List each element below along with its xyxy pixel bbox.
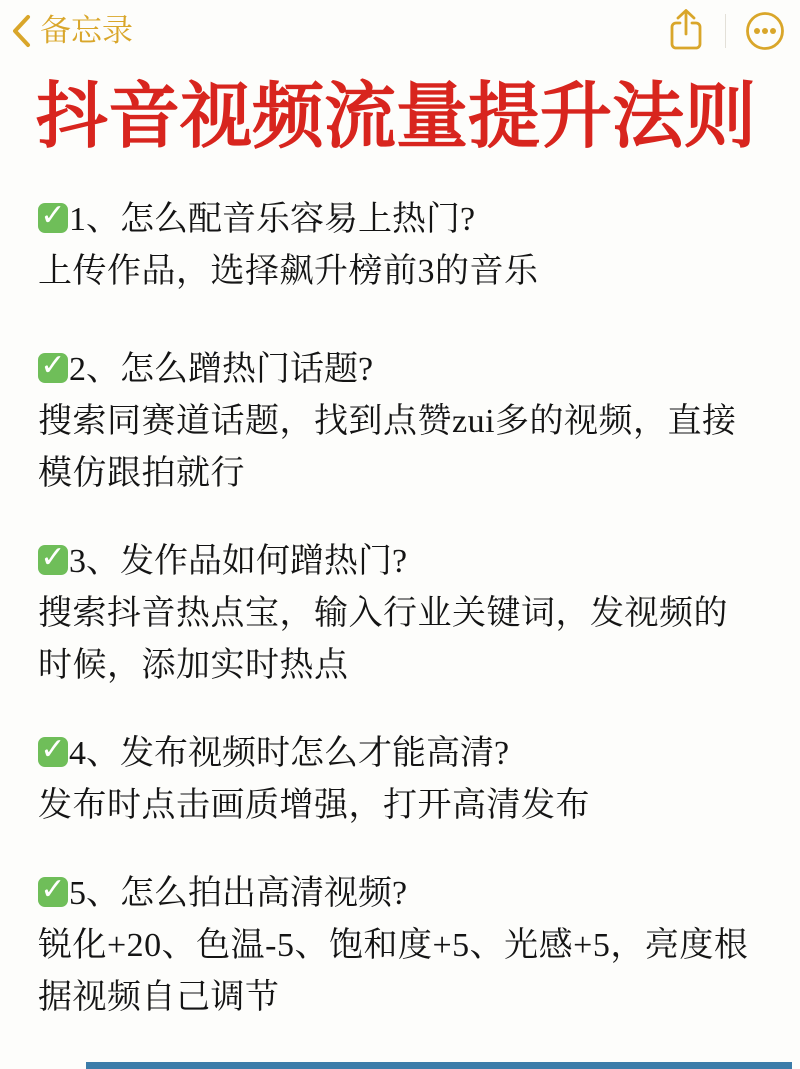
- tip-answer: 上传作品，选择飙升榜前3的音乐: [38, 253, 539, 290]
- tip-answer: 发布时点击画质增强，打开高清发布: [38, 787, 590, 824]
- tip-heading-row: [38, 194, 762, 246]
- check-icon: [38, 198, 68, 233]
- check-icon: [38, 348, 68, 383]
- check-icon: [38, 540, 68, 575]
- tip-question: 5、怎么拍出高清视频?: [69, 875, 408, 912]
- tip-heading-row: [38, 728, 762, 780]
- tip-heading-row: [38, 536, 762, 588]
- back-button[interactable]: [10, 13, 133, 49]
- tip-question: 2、怎么蹭热门话题?: [69, 351, 374, 388]
- tip-question: 3、发作品如何蹭热门?: [69, 543, 408, 580]
- check-glyph: ✓: [40, 348, 66, 383]
- back-label: 备忘录: [40, 12, 133, 48]
- chevron-left-icon: [10, 13, 34, 49]
- tip-section-5: [38, 868, 762, 1024]
- note-title: 抖音视频流量提升法则: [36, 77, 757, 157]
- tip-question: 1、怎么配音乐容易上热门?: [69, 201, 476, 238]
- nav-divider: [725, 14, 726, 48]
- share-icon[interactable]: [665, 8, 707, 54]
- tip-answer: 搜索同赛道话题，找到点赞zui多的视频，直接模仿跟拍就行: [38, 403, 737, 492]
- check-icon: [38, 872, 68, 907]
- top-navigation-bar: [0, 0, 800, 58]
- check-glyph: ✓: [40, 198, 66, 233]
- note-content[interactable]: [0, 194, 800, 1024]
- more-options-icon[interactable]: [744, 10, 786, 52]
- tip-section-2: [38, 344, 762, 500]
- bottom-blue-strip: [86, 1062, 792, 1069]
- nav-actions: [665, 8, 786, 54]
- check-icon: [38, 732, 68, 767]
- tip-section-4: [38, 728, 762, 832]
- tip-section-1: [38, 194, 762, 298]
- check-glyph: ✓: [40, 872, 66, 907]
- tip-heading-row: [38, 868, 762, 920]
- check-glyph: ✓: [40, 540, 66, 575]
- check-glyph: ✓: [40, 732, 66, 767]
- tip-answer: 搜索抖音热点宝，输入行业关键词，发视频的时候，添加实时热点: [38, 595, 728, 684]
- tip-question: 4、发布视频时怎么才能高清?: [69, 735, 510, 772]
- tip-section-3: [38, 536, 762, 692]
- tip-heading-row: [38, 344, 762, 396]
- tip-answer: 锐化+20、色温-5、饱和度+5、光感+5，亮度根据视频自己调节: [38, 927, 749, 1016]
